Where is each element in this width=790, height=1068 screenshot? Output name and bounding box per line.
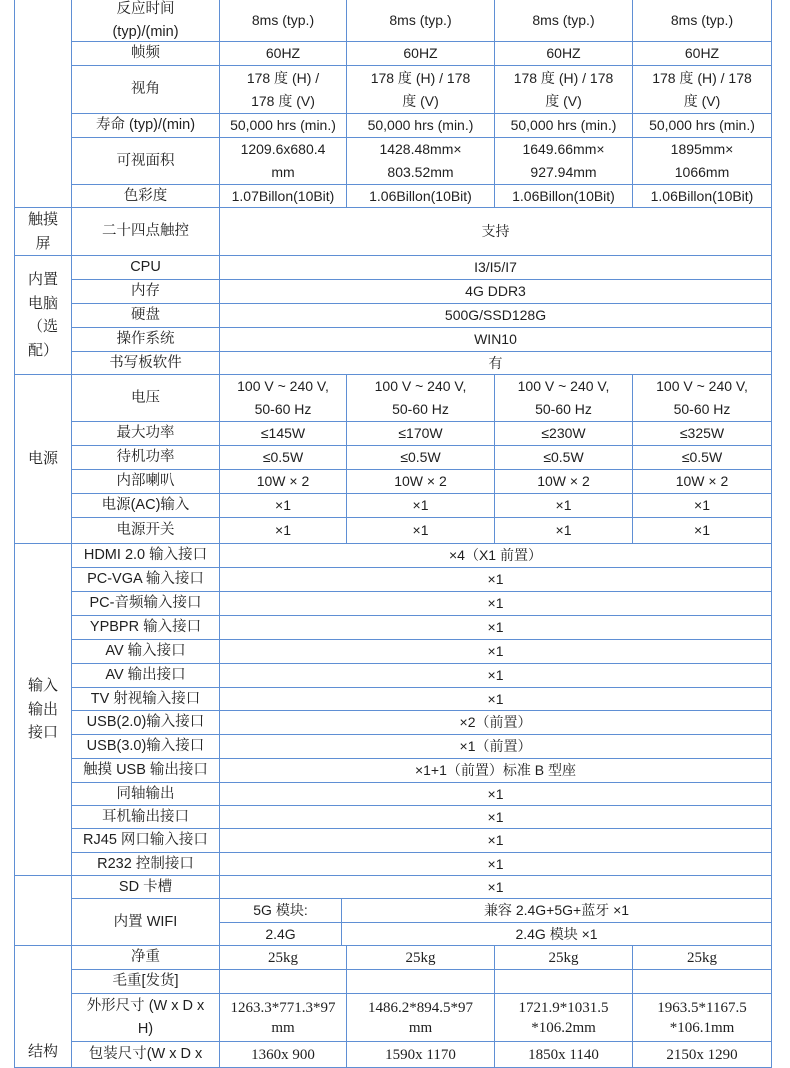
response-time-value: 8ms (typ.) [495,0,633,42]
gross-weight-label: 毛重[发货] [72,970,220,994]
display-category [15,0,72,208]
viewable-area-label: 可视面积 [72,138,220,185]
touch-points-label: 二十四点触控 [72,208,220,256]
usb2-input-label: USB(2.0)输入接口 [72,711,220,735]
power-switch-label: 电源开关 [72,518,220,544]
dimensions-value: 1963.5*1167.5 *106.1mm [633,994,772,1042]
net-weight-value: 25kg [347,946,495,970]
speaker-value: 10W × 2 [220,470,347,494]
package-size-value: 1850x 1140 [495,1042,633,1068]
vga-input-label: PC-VGA 输入接口 [72,568,220,592]
operating-system-value: WIN10 [220,328,772,352]
viewing-angle-value: 178 度 (H) / 178 度 (V) [495,66,633,114]
frame-rate-label: 帧频 [72,42,220,66]
ypbpr-input-label: YPBPR 输入接口 [72,616,220,640]
standby-power-value: ≤0.5W [347,446,495,470]
speaker-value: 10W × 2 [495,470,633,494]
viewing-angle-value: 178 度 (H) / 178 度 (V) [347,66,495,114]
package-size-value: 1360x 900 [220,1042,347,1068]
rj45-input-value: ×1 [220,829,772,853]
frame-rate-value: 60HZ [347,42,495,66]
color-depth-value: 1.06Billon(10Bit) [495,185,633,208]
viewing-angle-value: 178 度 (H) / 178 度 (V) [220,66,347,114]
max-power-value: ≤145W [220,422,347,446]
touch-support-value: 支持 [220,208,772,256]
cpu-label: CPU [72,256,220,280]
writing-software-value: 有 [220,352,772,375]
net-weight-value: 25kg [495,946,633,970]
standby-power-value: ≤0.5W [633,446,772,470]
max-power-label: 最大功率 [72,422,220,446]
spec-table [14,0,772,1068]
r232-control-label: R232 控制接口 [72,853,220,876]
pc-audio-input-value: ×1 [220,592,772,616]
net-weight-value: 25kg [220,946,347,970]
power-switch-value: ×1 [347,518,495,544]
pc-audio-input-label: PC-音频输入接口 [72,592,220,616]
viewable-area-value: 1895mm× 1066mm [633,138,772,185]
frame-rate-value: 60HZ [220,42,347,66]
dimensions-label: 外形尺寸 (W x D x H) [72,994,220,1042]
built-in-pc-category: 内置 电脑 （选 配） [15,256,72,375]
ac-input-value: ×1 [495,494,633,518]
gross-weight-value [633,970,772,994]
voltage-value: 100 V ~ 240 V, 50-60 Hz [633,375,772,422]
standby-power-value: ≤0.5W [495,446,633,470]
rj45-input-label: RJ45 网口输入接口 [72,829,220,853]
power-switch-value: ×1 [495,518,633,544]
voltage-value: 100 V ~ 240 V, 50-60 Hz [220,375,347,422]
wifi-5g-value: 兼容 2.4G+5G+蓝牙 ×1 [342,899,772,923]
lifespan-value: 50,000 hrs (min.) [495,114,633,138]
response-time-label: 反应时间 (typ)/(min) [72,0,220,42]
max-power-value: ≤170W [347,422,495,446]
ac-input-label: 电源(AC)输入 [72,494,220,518]
tv-rf-input-value: ×1 [220,688,772,711]
gross-weight-value [347,970,495,994]
speaker-label: 内部喇叭 [72,470,220,494]
package-size-value: 1590x 1170 [347,1042,495,1068]
standby-power-label: 待机功率 [72,446,220,470]
hard-disk-value: 500G/SSD128G [220,304,772,328]
av-input-label: AV 输入接口 [72,640,220,664]
package-size-value: 2150x 1290 [633,1042,772,1068]
ac-input-value: ×1 [633,494,772,518]
coaxial-output-label: 同轴输出 [72,783,220,806]
color-depth-value: 1.06Billon(10Bit) [633,185,772,208]
hdmi-input-label: HDMI 2.0 输入接口 [72,544,220,568]
power-category: 电源 [15,375,72,544]
vga-input-value: ×1 [220,568,772,592]
viewable-area-value: 1428.48mm× 803.52mm [347,138,495,185]
dimensions-value: 1721.9*1031.5 *106.2mm [495,994,633,1042]
av-output-label: AV 输出接口 [72,664,220,688]
voltage-value: 100 V ~ 240 V, 50-60 Hz [347,375,495,422]
wifi-label: 内置 WIFI [72,899,220,946]
dimensions-value: 1263.3*771.3*97 mm [220,994,347,1042]
av-output-value: ×1 [220,664,772,688]
voltage-label: 电压 [72,375,220,422]
viewable-area-value: 1649.66mm× 927.94mm [495,138,633,185]
wifi-24g-module: 2.4G [220,923,342,946]
viewing-angle-value: 178 度 (H) / 178 度 (V) [633,66,772,114]
power-switch-value: ×1 [220,518,347,544]
standby-power-value: ≤0.5W [220,446,347,470]
lifespan-value: 50,000 hrs (min.) [347,114,495,138]
speaker-value: 10W × 2 [347,470,495,494]
operating-system-label: 操作系统 [72,328,220,352]
max-power-value: ≤325W [633,422,772,446]
headphone-output-value: ×1 [220,806,772,829]
lifespan-value: 50,000 hrs (min.) [220,114,347,138]
response-time-value: 8ms (typ.) [633,0,772,42]
writing-software-label: 书写板软件 [72,352,220,375]
sd-slot-label: SD 卡槽 [72,876,220,899]
response-time-value: 8ms (typ.) [347,0,495,42]
color-depth-value: 1.06Billon(10Bit) [347,185,495,208]
usb3-input-label: USB(3.0)输入接口 [72,735,220,759]
touch-screen-category: 触摸 屏 [15,208,72,256]
memory-label: 内存 [72,280,220,304]
coaxial-output-value: ×1 [220,783,772,806]
max-power-value: ≤230W [495,422,633,446]
misc-category [15,876,72,946]
gross-weight-value [220,970,347,994]
sd-slot-value: ×1 [220,876,772,899]
wifi-5g-module: 5G 模块: [220,899,342,923]
ac-input-value: ×1 [220,494,347,518]
response-time-value: 8ms (typ.) [220,0,347,42]
touch-usb-output-value: ×1+1（前置）标准 B 型座 [220,759,772,783]
gross-weight-value [495,970,633,994]
lifespan-label: 寿命 (typ)/(min) [72,114,220,138]
av-input-value: ×1 [220,640,772,664]
color-depth-value: 1.07Billon(10Bit) [220,185,347,208]
structure-category: 结构 [15,946,72,1068]
speaker-value: 10W × 2 [633,470,772,494]
viewable-area-value: 1209.6x680.4 mm [220,138,347,185]
voltage-value: 100 V ~ 240 V, 50-60 Hz [495,375,633,422]
hdmi-input-value: ×4（X1 前置） [220,544,772,568]
lifespan-value: 50,000 hrs (min.) [633,114,772,138]
usb2-input-value: ×2（前置） [220,711,772,735]
tv-rf-input-label: TV 射视输入接口 [72,688,220,711]
package-size-label: 包装尺寸(W x D x [72,1042,220,1068]
cpu-value: I3/I5/I7 [220,256,772,280]
dimensions-value: 1486.2*894.5*97 mm [347,994,495,1042]
touch-usb-output-label: 触摸 USB 输出接口 [72,759,220,783]
r232-control-value: ×1 [220,853,772,876]
net-weight-label: 净重 [72,946,220,970]
ac-input-value: ×1 [347,494,495,518]
color-depth-label: 色彩度 [72,185,220,208]
viewing-angle-label: 视角 [72,66,220,114]
io-category: 输入 输出 接口 [15,544,72,876]
frame-rate-value: 60HZ [495,42,633,66]
wifi-24g-value: 2.4G 模块 ×1 [342,923,772,946]
net-weight-value: 25kg [633,946,772,970]
frame-rate-value: 60HZ [633,42,772,66]
ypbpr-input-value: ×1 [220,616,772,640]
hard-disk-label: 硬盘 [72,304,220,328]
usb3-input-value: ×1（前置） [220,735,772,759]
headphone-output-label: 耳机输出接口 [72,806,220,829]
power-switch-value: ×1 [633,518,772,544]
memory-value: 4G DDR3 [220,280,772,304]
